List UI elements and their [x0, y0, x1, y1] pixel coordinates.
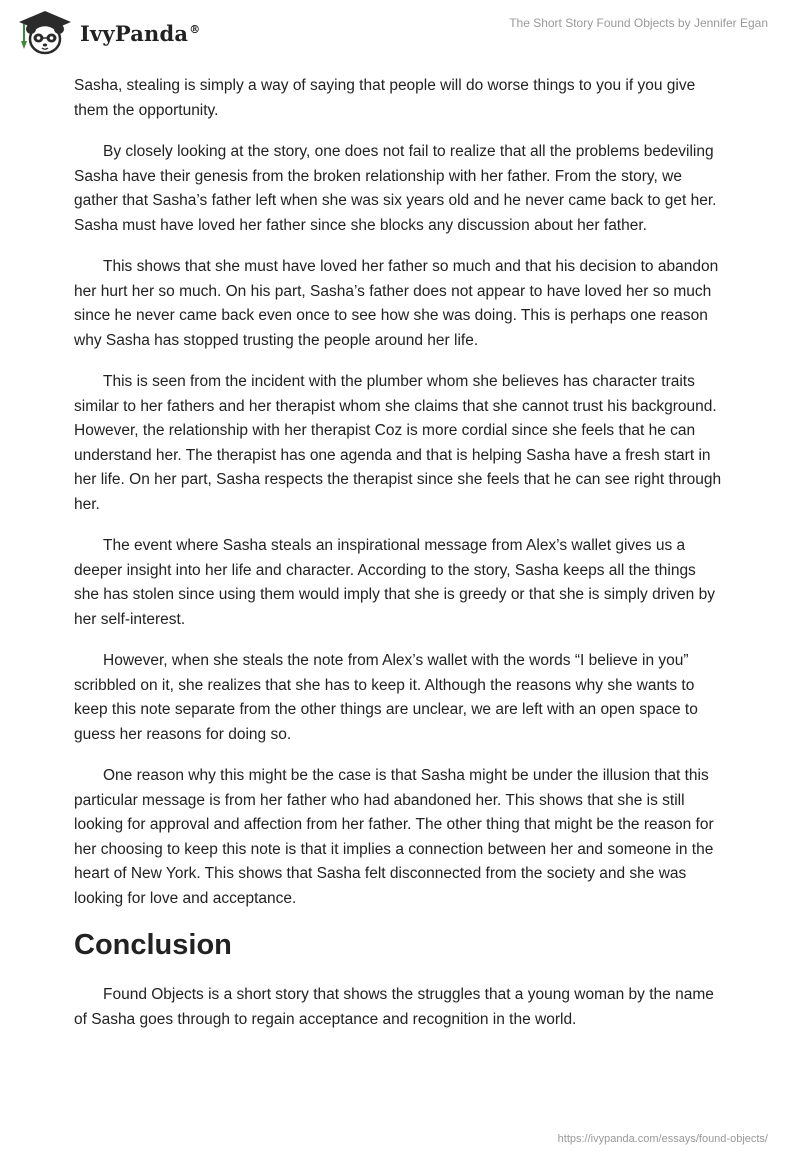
page-header	[0, 0, 800, 66]
conclusion-paragraph: Found Objects is a short story that shows the struggles that a young woman by the name of Sasha goes through to regain acceptance and recognition in the world.	[74, 986, 714, 1028]
essay-body	[74, 74, 722, 1049]
paragraph: This is seen from the incident with the plumber whom she believes has character traits similar to her fathers and her therapist whom she claims that she cannot trust his background. However, the relationship with her therapist Coz is more cordial since she feels that he can understand her. The therapist has one agenda and that is helping Sasha have a fresh start in her life. On her part, Sasha respects the therapist since she feels that he can see right through her.	[74, 373, 722, 513]
paragraph: Sasha, stealing is simply a way of saying that people will do worse things to you if you give them the opportunity.	[74, 77, 696, 119]
paragraph: The event where Sasha steals an inspirational message from Alex’s wallet gives us a deeper insight into her life and character. According to the story, Sasha keeps all the things she has stolen since using them would imply that she is greedy or that she is simply driven by her self-interest.	[74, 537, 715, 628]
paragraph: However, when she steals the note from Alex’s wallet with the words “I believe in you” scribbled on it, she realizes that she has to keep it. Although the reasons why she wants to keep this note separate from the other things are unclear, we are left with an open space to guess her reasons for doing so.	[74, 652, 698, 743]
logo-wordmark: IvyPanda®	[80, 20, 201, 46]
section-heading-conclusion: Conclusion	[74, 929, 232, 961]
panda-graduate-icon	[16, 9, 74, 57]
ivypanda-logo[interactable]	[16, 8, 206, 58]
paragraph: This shows that she must have loved her father so much and that his decision to abandon her hurt her so much. On his part, Sasha’s father does not appear to have loved her so much since he never came back even once to see how she was doing. This is perhaps one reason why Sasha has stopped trusting the people around her life.	[74, 258, 719, 349]
paragraph: By closely looking at the story, one does not fail to realize that all the problems bedeviling Sasha have their genesis from the broken relationship with her father. From the story, we gather that Sasha’s father left when she was six years old and he never came back to get her. Sasha must have loved her father since she blocks any discussion about her father.	[74, 143, 717, 234]
paragraph: One reason why this might be the case is that Sasha might be under the illusion that this particular message is from her father who had abandoned her. This shows that she is still looking for approval and affection from her father. The other thing that might be the reason for her choosing to keep this note is that it implies a connection between her and someone in the heart of New York. This shows that Sasha felt disconnected from the society and she was looking for love and acceptance.	[74, 767, 714, 907]
document-title: The Short Story Found Objects by Jennifer Egan	[509, 16, 768, 30]
source-url[interactable]: https://ivypanda.com/essays/found-objects/	[557, 1133, 768, 1145]
